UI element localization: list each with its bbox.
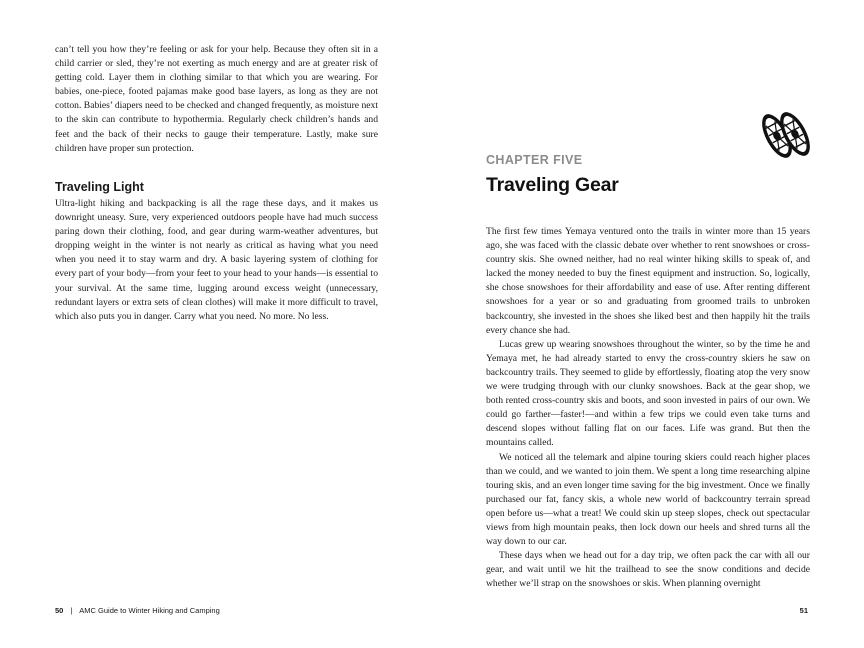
body-paragraph-2: Lucas grew up wearing snowshoes throughout the winter, so by the time he and Yemaya met, he had already started to envy the cross-country skiers he saw on backcountry trails. They seemed to glide by effortlessly, floating atop the very snow we were trudging through with our clunky snowshoes. Back at the gear shop, we both rented cross-country skis and boots, and soon invested in pairs of our own. We could go farther—faster!—and within a few trips we could even take turns and descend slopes without falling flat on our faces. Life was grand. But then the mountains called. [486,338,810,449]
body-paragraph-1: The first few times Yemaya ventured onto the trails in winter more than 15 years ago, she was faced with the classic debate over whether to rent snowshoes or cross-country skis. She owned neither, had no real winter hiking skills to speak of, and lacked the money needed to buy the finest equipment and instruction. So, logically, she chose snowshoes for their affordability and ease of use. After renting different snowshoes for a year or so and graduating from groomed trails to unbroken backcountry, she invested in the shoes she liked best and then happily hit the trails every chance she had. [486,226,810,336]
body-paragraph-3: We noticed all the telemark and alpine touring skiers could reach higher places than we could, and we wanted to join them. We spent a long time researching alpine touring skis, and an even longer time saving for the big investment. Once we finally purchased our fat, fancy skis, a whole new world of backcountry terrain spread open before us—what a treat! We could skin up steep slopes, check out spectacular views from high mountain peaks, then lock down our heels and shred turns all the way down to our car. [486,451,810,548]
continued-paragraph: can’t tell you how they’re feeling or ask for your help. Because they often sit in a child carrier or sled, they’re not exerting as much energy and are at greater risk of getting cold. Layer them in clothing similar to that which you are wearing. For babies, one-piece, footed pajamas make good base layers, as long as they are not cotton. Babies’ diapers need to be checked and changed frequently, as moisture next to the skin can contribute to hypothermia. Regularly check children’s hands and feet and the back of their necks to gauge their temperature. Lastly, make sure children have proper sun protection. [55,44,378,154]
chapter-label: CHAPTER FIVE [486,153,583,167]
chapter-body [486,225,810,591]
snowshoes-icon [760,102,812,166]
body-paragraph-4: These days when we head out for a day trip, we often pack the car with all our gear, and wait until we hit the trailhead to see the snow conditions and decide whether we’ll strap on the snowshoes or skis. When planning overnight [486,550,810,590]
chapter-title: Traveling Gear [486,174,619,196]
folio-separator: | [70,606,73,615]
section-heading: Traveling Light [55,180,144,194]
right-page-number: 51 [799,606,808,615]
left-folio [55,606,220,615]
section-paragraph: Ultra-light hiking and backpacking is all the rage these days, and it makes us downright uneasy. Sure, very experienced outdoors people have had much success paring down their clothing, food, and gear during warm-weather adventures, but dropping weight in the winter is not nearly as critical as having what you need when you need it to stay warm and dry. A basic layering system of clothing for every part of your body—from your feet to your head to your hands—is essential to your survival. At the same time, lugging around excess weight (unnecessary, redundant layers or extra sets of clean clothes) will make it more difficult to travel, which also puts you in danger. Carry what you need. No more. No less. [55,198,378,322]
right-page [432,0,864,648]
left-page-number: 50 [55,606,64,615]
running-title: AMC Guide to Winter Hiking and Camping [79,606,220,615]
